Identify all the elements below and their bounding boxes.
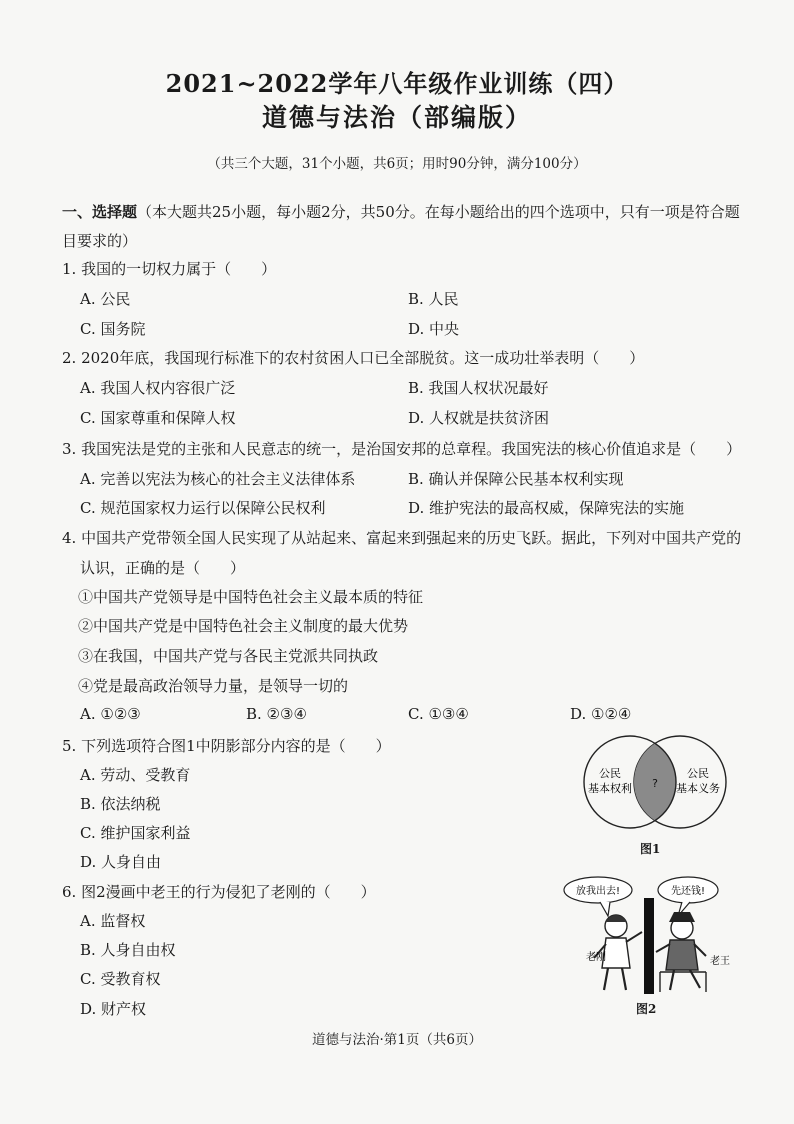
- question-4-option-b: B. ②③④: [246, 705, 307, 723]
- question-6-option-c: C. 受教育权: [80, 970, 161, 988]
- question-5-stem: 5. 下列选项符合图1中阴影部分内容的是（ ）: [62, 737, 391, 755]
- question-1-option-c: C. 国务院: [80, 320, 146, 338]
- question-4-option-a: A. ①②③: [80, 705, 141, 723]
- question-6-option-b: B. 人身自由权: [80, 941, 176, 959]
- section-instruction: （本大题共25小题，每小题2分，共50分。在每小题给出的四个选项中，只有一项是符合题目要求的）: [62, 203, 740, 250]
- question-4-statement-2: ②中国共产党是中国特色社会主义制度的最大优势: [78, 617, 409, 635]
- question-4-option-c: C. ①③④: [408, 705, 469, 723]
- page-footer: 道德与法治·第1页（共6页）: [312, 1032, 482, 1048]
- question-1-stem: 1. 我国的一切权力属于（ ）: [62, 260, 277, 278]
- cartoon-chair: [660, 972, 706, 992]
- cartoon-name-right: 老王: [710, 956, 730, 967]
- venn-left-label-2: 基本权利: [588, 782, 632, 795]
- question-5-option-c: C. 维护国家利益: [80, 824, 191, 842]
- question-3-stem: 3. 我国宪法是党的主张和人民意志的统一，是治国安邦的总章程。我国宪法的核心价值追求是（ ）: [62, 440, 742, 458]
- cartoon-figure-left-body: [602, 938, 630, 968]
- section-heading: [62, 198, 742, 256]
- cartoon-name-left: 老刚: [586, 952, 606, 963]
- speech-bubble-right-text: 先还钱!: [670, 886, 706, 897]
- question-3-option-b: B. 确认并保障公民基本权利实现: [408, 470, 624, 488]
- question-2-option-c: C. 国家尊重和保障人权: [80, 409, 236, 427]
- figure-1-venn-diagram: [570, 730, 740, 840]
- cartoon-figure-right-legs: [670, 970, 700, 990]
- question-2-stem: 2. 2020年底，我国现行标准下的农村贫困人口已全部脱贫。这一成功壮举表明（ ）: [62, 349, 645, 367]
- question-4-statement-4: ④党是最高政治领导力量，是领导一切的: [78, 677, 349, 695]
- question-5-option-d: D. 人身自由: [80, 853, 162, 871]
- question-3-option-c: C. 规范国家权力运行以保障公民权利: [80, 499, 326, 517]
- question-1-option-b: B. 人民: [408, 290, 459, 308]
- figure-2-caption: 图2: [636, 1002, 657, 1016]
- cartoon-figure-right-body: [666, 940, 698, 970]
- question-4-stem-line1: 4. 中国共产党带领全国人民实现了从站起来、富起来到强起来的历史飞跃。据此，下列对中国共产党的: [62, 529, 742, 547]
- question-5-option-b: B. 依法纳税: [80, 795, 161, 813]
- question-4-stem-line2: 认识，正确的是（ ）: [80, 559, 246, 577]
- cartoon-figure-left-legs: [604, 968, 626, 990]
- question-1-option-d: D. 中央: [408, 320, 460, 338]
- question-5-option-a: A. 劳动、受教育: [80, 766, 191, 784]
- question-3-option-a: A. 完善以宪法为核心的社会主义法律体系: [80, 470, 356, 488]
- section-title: 一、选择题: [62, 203, 138, 221]
- question-4-statement-1: ①中国共产党领导是中国特色社会主义最本质的特征: [78, 588, 424, 606]
- question-3-option-d: D. 维护宪法的最高权威，保障宪法的实施: [408, 499, 685, 517]
- exam-info: （共三个大题，31个小题，共6页；用时90分钟，满分100分）: [207, 156, 587, 172]
- question-1-option-a: A. 公民: [80, 290, 131, 308]
- question-2-option-d: D. 人权就是扶贫济困: [408, 409, 550, 427]
- speech-bubble-left-tail: [600, 902, 610, 916]
- figure-1-caption: 图1: [640, 842, 661, 856]
- question-2-option-b: B. 我国人权状况最好: [408, 379, 549, 397]
- question-6-option-a: A. 监督权: [80, 912, 146, 930]
- question-2-option-a: A. 我国人权内容很广泛: [80, 379, 236, 397]
- speech-bubble-left-text: 放我出去!: [575, 886, 621, 897]
- question-6-option-d: D. 财产权: [80, 1000, 147, 1018]
- question-4-statement-3: ③在我国，中国共产党与各民主党派共同执政: [78, 647, 379, 665]
- venn-left-label-1: 公民: [599, 767, 621, 780]
- venn-center-mark: ?: [652, 777, 658, 790]
- subject-title: 道德与法治（部编版）: [261, 103, 532, 132]
- cartoon-wall: [644, 898, 654, 994]
- cartoon-figure-right-hat: [669, 912, 695, 922]
- venn-right-label-2: 基本义务: [676, 782, 720, 795]
- figure-2-cartoon: [560, 872, 736, 996]
- exam-title: 2021~2022学年八年级作业训练（四）: [165, 69, 629, 98]
- venn-right-label-1: 公民: [687, 767, 709, 780]
- question-4-option-d: D. ①②④: [570, 705, 632, 723]
- question-6-stem: 6. 图2漫画中老王的行为侵犯了老刚的（ ）: [62, 883, 376, 901]
